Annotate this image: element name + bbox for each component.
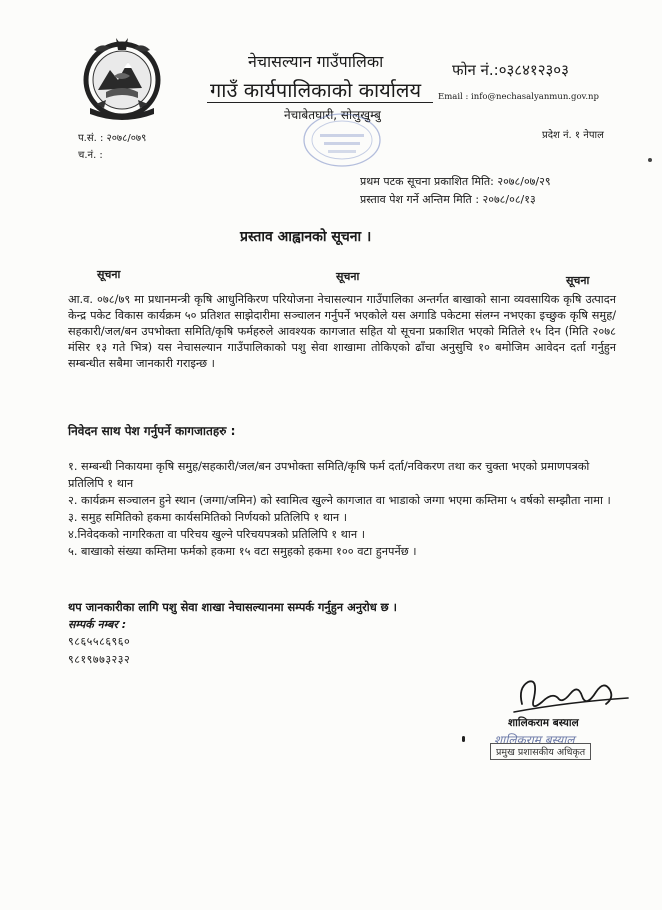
- documents-heading: निवेदन साथ पेश गर्नुपर्ने कागजातहरु :: [68, 424, 236, 438]
- signer-name: शालिकराम बस्याल: [508, 717, 579, 729]
- notice-heading: प्रस्ताव आह्वानको सूचना ।: [240, 229, 372, 245]
- notice-body: आ.व. ०७८/७९ मा प्रधानमन्त्री कृषि आधुनिकिरण परियोजना नेचासल्यान गाउँपालिका अन्तर्गत बाखाको साना व्यवसायिक कृषि उत्पादन केन्द्र पकेट विकास कार्यक्रम ५० प्रतिशत साझेदारीमा सञ्चालन गर्नुपर्ने भएकोले यस अगाडि पकेटमा संलग्न नभएका इच्छुक कृषि समुह/सहकारी/जल/बन उपभोक्ता समिति/कृषि फर्महरुले आवश्यक कागजात सहित यो सूचना प्रकाशित भएको मितिले १५ दिन (मिति २०७८ मंसिर १३ गते भित्र) यस नेचासल्यान गाउँपालिकाको पशु सेवा शाखामा तोकिएको ढाँचा अनुसुचि १० बमोजिम आवेदन दर्ता गर्नुहुन सम्बन्धीत सबैमा जानकारी गराइन्छ ।: [68, 293, 616, 370]
- nepal-emblem-icon: [76, 30, 168, 122]
- last-submission-date: प्रस्ताव पेश गर्ने अन्तिम मिति : २०७८/०८/१३: [360, 193, 536, 206]
- list-item: ५. बाखाको संख्या कम्तिमा फर्मको हकमा १५ वटा समुहको हकमा १०० वटा हुनपर्नेछ ।: [68, 545, 417, 558]
- contact-number: ९८६५५८६९६०: [68, 635, 131, 648]
- office-address: नेचाबेतघारी, सोलुखुम्बु: [284, 108, 381, 122]
- email-address: Email : info@nechasalyanmun.gov.np: [438, 92, 599, 102]
- list-item: १. सम्बन्धी निकायमा कृषि समुह/सहकारी/जल/बन उपभोक्ता समिति/कृषि फर्म दर्ता/नविकरण तथा कर चुक्ता भएको प्रमाणपत्रको प्रतिलिपि १ थान: [68, 460, 590, 490]
- handwritten-signature-icon: [508, 668, 632, 720]
- documents-list: [68, 458, 623, 560]
- contact-number: ९८१९७७३२३२: [68, 653, 131, 666]
- notice-label-left: सूचना: [97, 268, 121, 281]
- header-rule: [207, 102, 433, 103]
- contact-request: थप जानकारीका लागि पशु सेवा शाखा नेचासल्यानमा सम्पर्क गर्नुहुन अनुरोध छ ।: [68, 600, 397, 614]
- signer-designation: प्रमुख प्रशासकीय अधिकृत: [490, 743, 591, 760]
- phone-number: फोन नं.:०३८४१२३०३: [452, 61, 569, 79]
- list-item: २. कार्यक्रम सञ्चालन हुने स्थान (जग्गा/जमिन) को स्वामित्व खुल्ने कागजात वा भाडाको जग्गा भएमा कम्तिमा ५ वर्षको सम्झौता नामा ।: [68, 494, 611, 507]
- office-name: गाउँ कार्यपालिकाको कार्यालय: [210, 78, 422, 102]
- org-name: नेचासल्यान गाउँपालिका: [248, 52, 384, 71]
- published-date: प्रथम पटक सूचना प्रकाशित मिति: २०७८/०७/२९: [360, 175, 551, 188]
- office-stamp-icon: [298, 112, 386, 172]
- province-label: प्रदेश नं. १ नेपाल: [542, 130, 604, 141]
- ink-mark: [648, 158, 652, 162]
- list-item: ३. समुह समितिको हकमा कार्यसमितिको निर्णयको प्रतिलिपि १ थान ।: [68, 511, 348, 524]
- notice-label-middle: सूचना: [336, 270, 360, 283]
- notice-label-right: सूचना: [566, 274, 590, 287]
- dispatch-number: च.नं. :: [78, 150, 103, 161]
- list-item: ४.निवेदकको नागरिकता वा परिचय खुल्ने परिचयपत्रको प्रतिलिपि १ थान ।: [68, 528, 365, 541]
- ink-mark: [462, 736, 465, 742]
- signer-name-stamp: शालिकराम बस्याल: [494, 733, 575, 747]
- contact-label: सम्पर्क नम्बर :: [68, 618, 127, 631]
- letter-number: प.सं. : २०७८/०७९: [78, 133, 147, 144]
